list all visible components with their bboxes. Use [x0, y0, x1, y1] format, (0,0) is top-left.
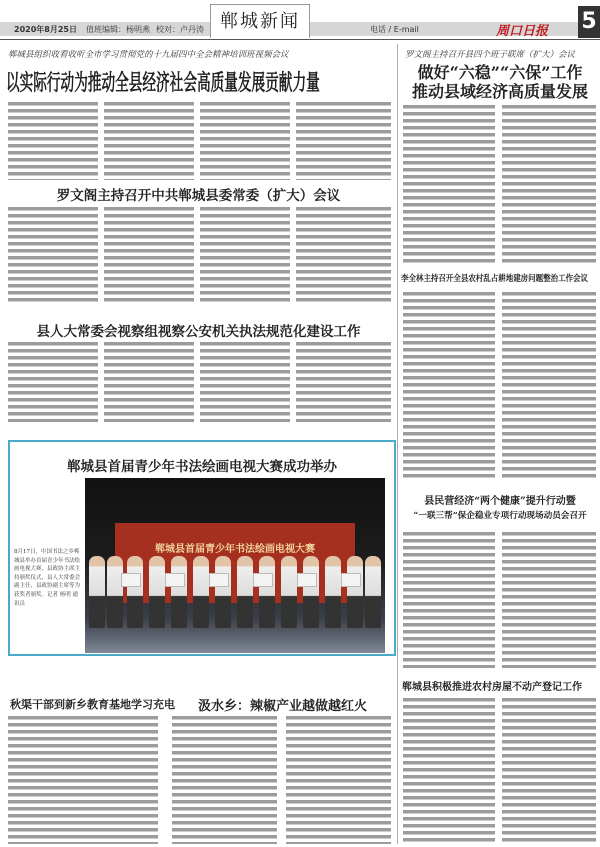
- article-text: [104, 100, 194, 180]
- article-text: [403, 290, 495, 480]
- article-headline: 郸城县首届青少年书法绘画电视大赛成功举办: [67, 459, 337, 475]
- article-text: [502, 290, 596, 480]
- article-text: [200, 340, 290, 422]
- person: [89, 556, 105, 628]
- issue-date: 2020年8月25日: [14, 25, 77, 34]
- person: [171, 556, 187, 628]
- person: [149, 556, 165, 628]
- headline-line: 县民营经济“两个健康”提升行动暨: [424, 496, 576, 507]
- article-headline: 罗文阁主持召开中共郸城县委常委（扩大）会议: [56, 188, 341, 204]
- headline-line: 推动县域经济高质量发展: [411, 82, 588, 101]
- article-text: [172, 714, 277, 844]
- person: [237, 556, 253, 628]
- stage-banner: 郸城县首届青少年书法绘画电视大赛: [155, 544, 315, 555]
- person: [281, 556, 297, 628]
- article-headline: [400, 494, 600, 524]
- headline-line: “一联三帮”保企稳业专项行动现场动员会召开: [413, 511, 587, 521]
- article-headline: 汲水乡：辣椒产业越做越红火: [198, 699, 368, 714]
- person: [127, 556, 143, 628]
- article-text: [200, 100, 290, 180]
- article-text: [502, 696, 596, 844]
- article-headline: 县人大常委会视察组视察公安机关执法规范化建设工作: [36, 324, 361, 340]
- article-text: [8, 340, 98, 422]
- article-kicker: 罗文阁主持召开县四个班子联席（扩大）会议: [405, 50, 576, 60]
- article-kicker: 郸城县组织收看收听全市学习贯彻党的十九届四中全会精神培训班视频会议: [8, 50, 289, 60]
- article-headline: [400, 63, 600, 101]
- person: [259, 556, 275, 628]
- article-text: [286, 714, 391, 844]
- certificate: [165, 573, 185, 587]
- person: [215, 556, 231, 628]
- article-headline: 郸城县积极推进农村房屋不动产登记工作: [402, 682, 582, 693]
- person: [107, 556, 123, 628]
- headline-line: 做好“六稳”“六保”工作: [417, 63, 583, 82]
- section-title: 郸城新闻: [210, 4, 310, 38]
- article-headline: 李全林主持召开全县农村乱占耕地建房问题整治工作会议: [401, 274, 589, 284]
- article-text: [502, 103, 596, 263]
- article-headline: 秋渠干部到新乡教育基地学习充电: [10, 698, 175, 711]
- article-text: [8, 205, 98, 303]
- article-text: [104, 340, 194, 422]
- certificate: [297, 573, 317, 587]
- editor-info: 值班编辑：杨明燕: [86, 25, 150, 34]
- article-text: [502, 530, 596, 668]
- column-divider: [397, 44, 398, 844]
- person: [325, 556, 341, 628]
- person: [365, 556, 381, 628]
- certificate: [253, 573, 273, 587]
- person: [347, 556, 363, 628]
- article-text: [403, 530, 495, 668]
- certificate: [209, 573, 229, 587]
- proof-info: 校对：卢丹涛: [156, 25, 204, 34]
- person: [193, 556, 209, 628]
- article-text: [8, 714, 158, 844]
- article-text: [8, 100, 98, 180]
- header-rule: [0, 39, 600, 40]
- photo-caption: 8月17日，中国书法之乡郸城县举办首届青少年书法绘画电视大赛，县政协主席主持颁奖仪式，县人大常委会副主任、县政协副主席等为获奖者颁奖。记者 杨明 通讯员: [14, 549, 81, 607]
- certificate: [121, 573, 141, 587]
- person: [303, 556, 319, 628]
- article-text: [200, 205, 290, 303]
- article-text: [403, 696, 495, 844]
- article-text: [296, 100, 391, 180]
- article-text: [296, 205, 391, 303]
- newspaper-logo: 周口日报: [496, 24, 549, 39]
- lead-headline: 以实际行动为推动全县经济社会高质量发展贡献力量: [6, 70, 320, 96]
- page-number: 5: [578, 6, 600, 38]
- article-text: [104, 205, 194, 303]
- award-ceremony-photo: [85, 478, 385, 653]
- certificate: [341, 573, 361, 587]
- article-text: [296, 340, 391, 422]
- contact-info: 电话 / E-mail: [370, 25, 419, 34]
- article-text: [403, 103, 495, 263]
